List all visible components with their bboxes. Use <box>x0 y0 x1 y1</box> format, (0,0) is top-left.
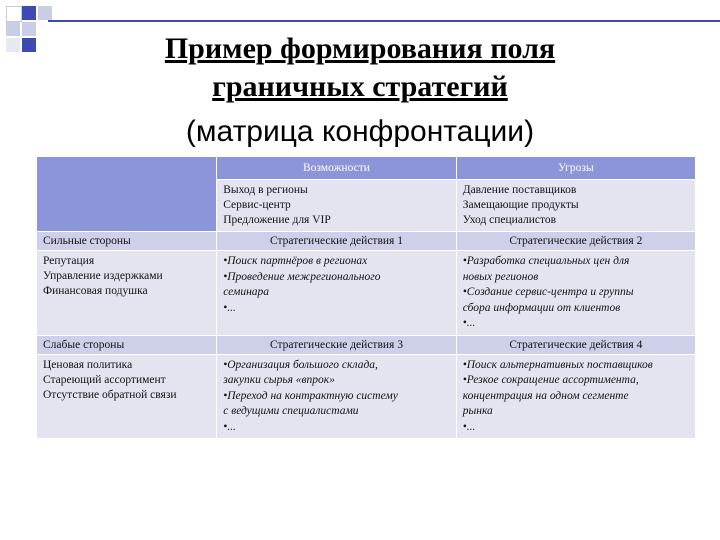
weaknesses-header-row <box>37 335 696 354</box>
list-item: •Организация большого склада, <box>223 358 378 371</box>
strategy-3-label: Стратегические действия 3 <box>217 335 457 354</box>
list-item: Отсутствие обратной связи <box>43 388 177 401</box>
weaknesses-label: Слабые стороны <box>37 335 217 354</box>
list-item: новых регионов <box>462 270 539 283</box>
list-item: Финансовая подушка <box>43 285 148 297</box>
slide-subtitle: (матрица конфронтации) <box>185 115 535 148</box>
list-item: •... <box>462 317 476 329</box>
list-item: с ведущими специалистами <box>223 405 359 417</box>
list-item: Ценовая политика <box>43 358 133 371</box>
list-item: •Резкое сокращение ассортимента, <box>462 374 639 386</box>
title-line-1: Пример формирования поля <box>164 32 556 65</box>
strengths-list <box>37 251 217 336</box>
corner-cell <box>37 157 217 232</box>
strengths-row <box>37 251 696 336</box>
list-item: Давление поставщиков <box>462 184 577 196</box>
list-item: Уход специалистов <box>462 214 557 226</box>
threats-list <box>456 180 695 232</box>
list-item: •... <box>462 420 476 433</box>
weaknesses-list <box>37 354 217 439</box>
list-item: Сервис-центр <box>223 199 291 211</box>
strengths-label: Сильные стороны <box>37 232 217 251</box>
list-item: Предложение для VIP <box>223 214 331 226</box>
list-item: рынка <box>462 405 493 417</box>
strategy-2-label: Стратегические действия 2 <box>456 232 695 251</box>
threats-header: Угрозы <box>456 157 695 180</box>
strengths-header-row <box>37 232 696 251</box>
opportunities-header: Возможности <box>217 157 457 180</box>
list-item: Стареющий ассортимент <box>43 373 166 386</box>
list-item: •... <box>223 301 236 314</box>
strategy-4-actions <box>456 354 695 439</box>
confrontation-matrix <box>36 156 696 439</box>
list-item: •Разработка специальных цен для <box>462 255 630 267</box>
weaknesses-row <box>37 354 696 439</box>
list-item: Управление издержками <box>43 270 163 282</box>
strategy-2-actions <box>456 251 695 336</box>
list-item: •... <box>223 420 236 433</box>
list-item: Выход в регионы <box>223 184 308 196</box>
strategy-1-label: Стратегические действия 1 <box>217 232 457 251</box>
slide-title <box>110 30 610 106</box>
list-item: •Поиск альтернативных поставщиков <box>462 358 653 371</box>
list-item: •Проведение межрегионального <box>223 270 381 283</box>
list-item: •Поиск партнёров в регионах <box>223 255 368 267</box>
list-item: сбора информации от клиентов <box>462 301 621 314</box>
opportunities-list <box>217 180 457 232</box>
list-item: семинара <box>223 286 270 298</box>
list-item: закупки сырья «впрок» <box>223 374 335 386</box>
list-item: Репутация <box>43 255 95 267</box>
list-item: Замещающие продукты <box>462 199 579 211</box>
header-row <box>37 157 696 180</box>
strategy-4-label: Стратегические действия 4 <box>456 335 695 354</box>
strategy-1-actions <box>217 251 457 336</box>
list-item: •Создание сервис-центра и группы <box>462 286 634 298</box>
strategy-3-actions <box>217 354 457 439</box>
title-line-2: граничных стратегий <box>212 70 508 103</box>
list-item: •Переход на контрактную систему <box>223 389 398 402</box>
list-item: концентрация на одном сегменте <box>462 389 629 402</box>
